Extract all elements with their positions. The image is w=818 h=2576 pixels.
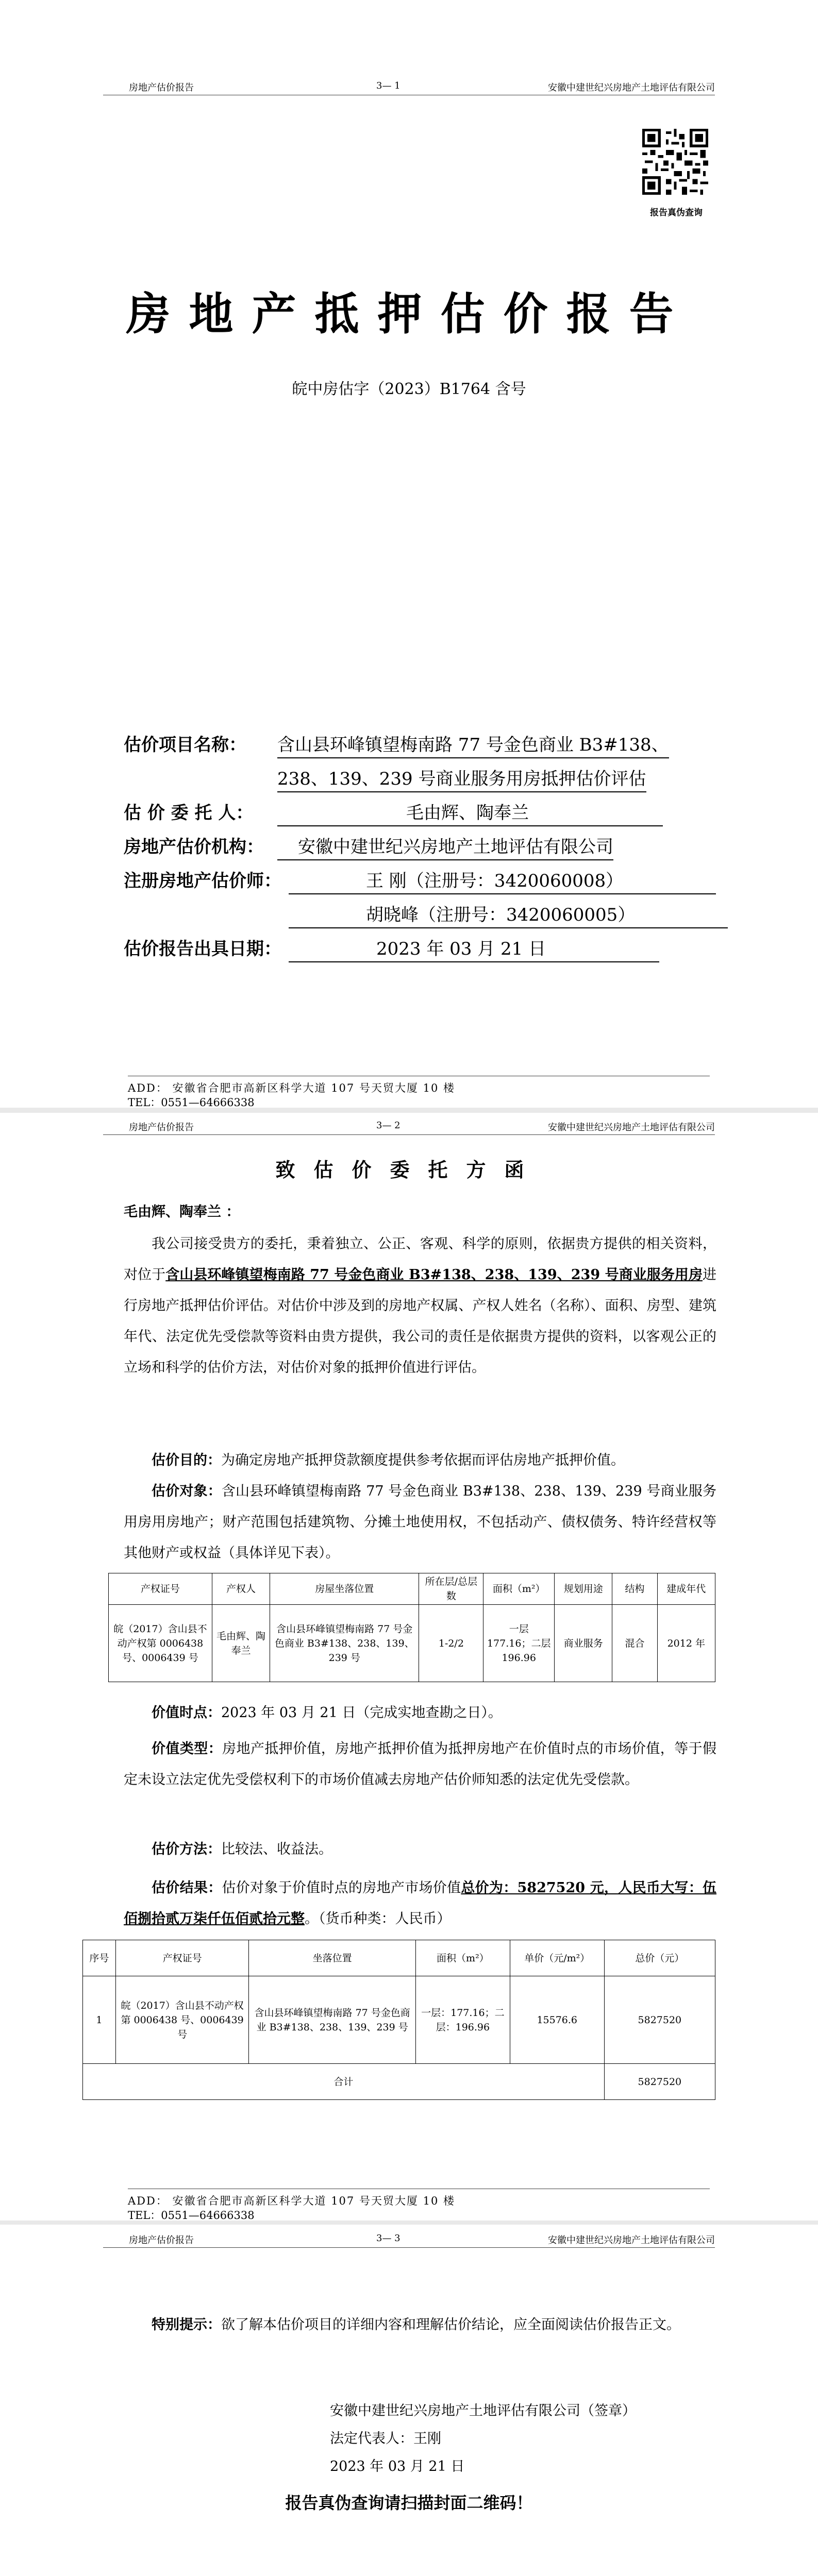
header-page-number: 3— 1 [376,80,400,91]
intro-paragraph: 我公司接受贵方的委托，秉着独立、公正、客观、科学的原则，依据贵方提供的相关资料，对位于含山县环峰镇望梅南路 77 号金色商业 B3#138、238、139、239 号商业服务用房进行房地产抵押估价评估。对估价中涉及到的房地产权属、产权人姓名（名称）、面积、房型、建筑年代、法定优先受偿款等资料由贵方提供，我公司的责任是依据贵方提供的资料，以客观公正的立场和科学的估价方法，对估价对象的抵押价值进行评估。 [124,1236,717,1376]
sign-company: 安徽中建世纪兴房地产土地评估有限公司（签章） [330,2403,636,2419]
value-type-paragraph: 价值类型：房地产抵押价值，房地产抵押价值为抵押房地产在价值时点的市场价值，等于假定未设立法定优先受偿权利下的市场价值减去房地产估价师知悉的法定优先受偿款。 [124,1741,717,1788]
footer-tel: TEL：0551—64666338 [128,1096,255,1109]
letter-title: 致估价委托方函 [275,1158,543,1181]
table-header-row: 产权证号 产权人 房屋坐落位置 所在层/总层数 面积（m²） 规划用途 结构 建成年代 [109,1573,715,1605]
footer-address: ADD： 安徽省合肥市高新区科学大道 107 号天贸大厦 10 楼 [128,2195,456,2207]
header-page-number: 3— 3 [376,2233,400,2244]
total-value: 总价为：5827520 元，人民币大写：伍佰捌拾贰万柒仟伍佰贰拾元整 [124,1880,717,1927]
footer-address: ADD： 安徽省合肥市高新区科学大道 107 号天贸大厦 10 楼 [128,1082,456,1094]
property-table [108,1573,715,1682]
valuation-table [82,1940,715,2100]
table-row: 皖（2017）含山县不动产权第 0006438 号、0006439 号 毛由辉、陶奉兰 含山县环峰镇望梅南路 77 号金色商业 B3#138、238、139、239 号 1-2/2 一层 177.16；二层 196.96 商业服务 混合 2012 年 [109,1605,715,1682]
object-paragraph: 估价对象：含山县环峰镇望梅南路 77 号金色商业 B3#138、238、139、239 号商业服务用房用房地产；财产范围包括建筑物、分摊土地使用权，不包括动产、债权债务、特许经营权等其他财产或权益（具体详见下表）。 [124,1483,717,1561]
header-page-number: 3— 2 [376,1120,400,1131]
page-header [103,2230,715,2248]
page-footer [128,2194,710,2223]
header-doc-label: 房地产估价报告 [129,82,194,93]
issue-date-label: 估价报告出具日期： [124,939,281,959]
addressee: 毛由辉、陶奉兰 ： [124,1204,240,1220]
project-name-label: 估价项目名称： [124,735,246,755]
purpose-paragraph: 估价目的：为确定房地产抵押贷款额度提供参考依据而评估房地产抵押价值。 [152,1452,625,1468]
agency-value: 安徽中建世纪兴房地产土地评估有限公司 [277,833,613,860]
table-total-row: 合计 5827520 [83,2064,715,2100]
qr-caption: 报告真伪查询 [650,208,703,218]
signature-page [0,2225,818,2576]
client-label: 估 价 委 托 人： [124,803,254,823]
appraiser-label: 注册房地产估价师： [124,871,281,891]
header-company: 安徽中建世纪兴房地产土地评估有限公司 [548,82,715,93]
result-paragraph: 估价结果：估价对象于价值时点的房地产市场价值总价为：5827520 元，人民币大写：伍佰捌拾贰万柒仟伍佰贰拾元整。（货币种类：人民币） [124,1880,717,1927]
sign-representative: 法定代表人：王刚 [330,2431,441,2447]
header-doc-label: 房地产估价报告 [129,2235,194,2246]
appraiser-1: 王 刚（注册号：3420060008） [289,867,716,894]
special-note-paragraph: 特别提示：欲了解本估价项目的详细内容和理解估价结论，应全面阅读估价报告正文。 [152,2317,680,2333]
cover-page [0,0,818,1108]
property-location: 含山县环峰镇望梅南路 77 号金色商业 B3#138、238、139、239 号商业服务用房 [165,1267,703,1283]
project-name-line1: 含山县环峰镇望梅南路 77 号金色商业 B3#138、 [277,731,669,758]
page-header [103,77,715,95]
scan-verification-note: 报告真伪查询请扫描封面二维码！ [285,2493,533,2513]
table-row: 1 皖（2017）含山县不动产权第 0006438 号、0006439 号 含山县环峰镇望梅南路 77 号金色商业 B3#138、238、139、239 号 一层：177.16；二层：196.96 15576.6 5827520 [83,1976,715,2064]
table-header-row: 序号 产权证号 坐落位置 面积（m²） 单价（元/m²） 总价（元） [83,1940,715,1976]
header-company: 安徽中建世纪兴房地产土地评估有限公司 [548,2235,715,2246]
signature-block [330,2397,636,2481]
letter-page [0,1113,818,2221]
method-paragraph: 估价方法：比较法、收益法。 [152,1841,332,1857]
page-footer [128,1081,710,1110]
footer-tel: TEL：0551—64666338 [128,2209,255,2222]
qr-code-icon[interactable] [642,129,708,195]
value-date-paragraph: 价值时点：2023 年 03 月 21 日（完成实地查勘之日）。 [152,1705,502,1721]
sign-date: 2023 年 03 月 21 日 [330,2459,465,2475]
header-company: 安徽中建世纪兴房地产土地评估有限公司 [548,1122,715,1133]
project-name-line2: 238、139、239 号商业服务用房抵押估价评估 [277,765,646,792]
page-header [103,1117,715,1135]
appraiser-2: 胡晓峰（注册号：3420060005） [289,901,728,928]
document-number: 皖中房估字（2023）B1764 含号 [292,380,526,398]
header-doc-label: 房地产估价报告 [129,1122,194,1133]
client-value: 毛由辉、陶奉兰 [277,799,663,826]
issue-date-value: 2023 年 03 月 21 日 [289,935,659,962]
report-title: 房地产抵押估价报告 [126,288,692,340]
agency-label: 房地产估价机构： [124,837,264,857]
